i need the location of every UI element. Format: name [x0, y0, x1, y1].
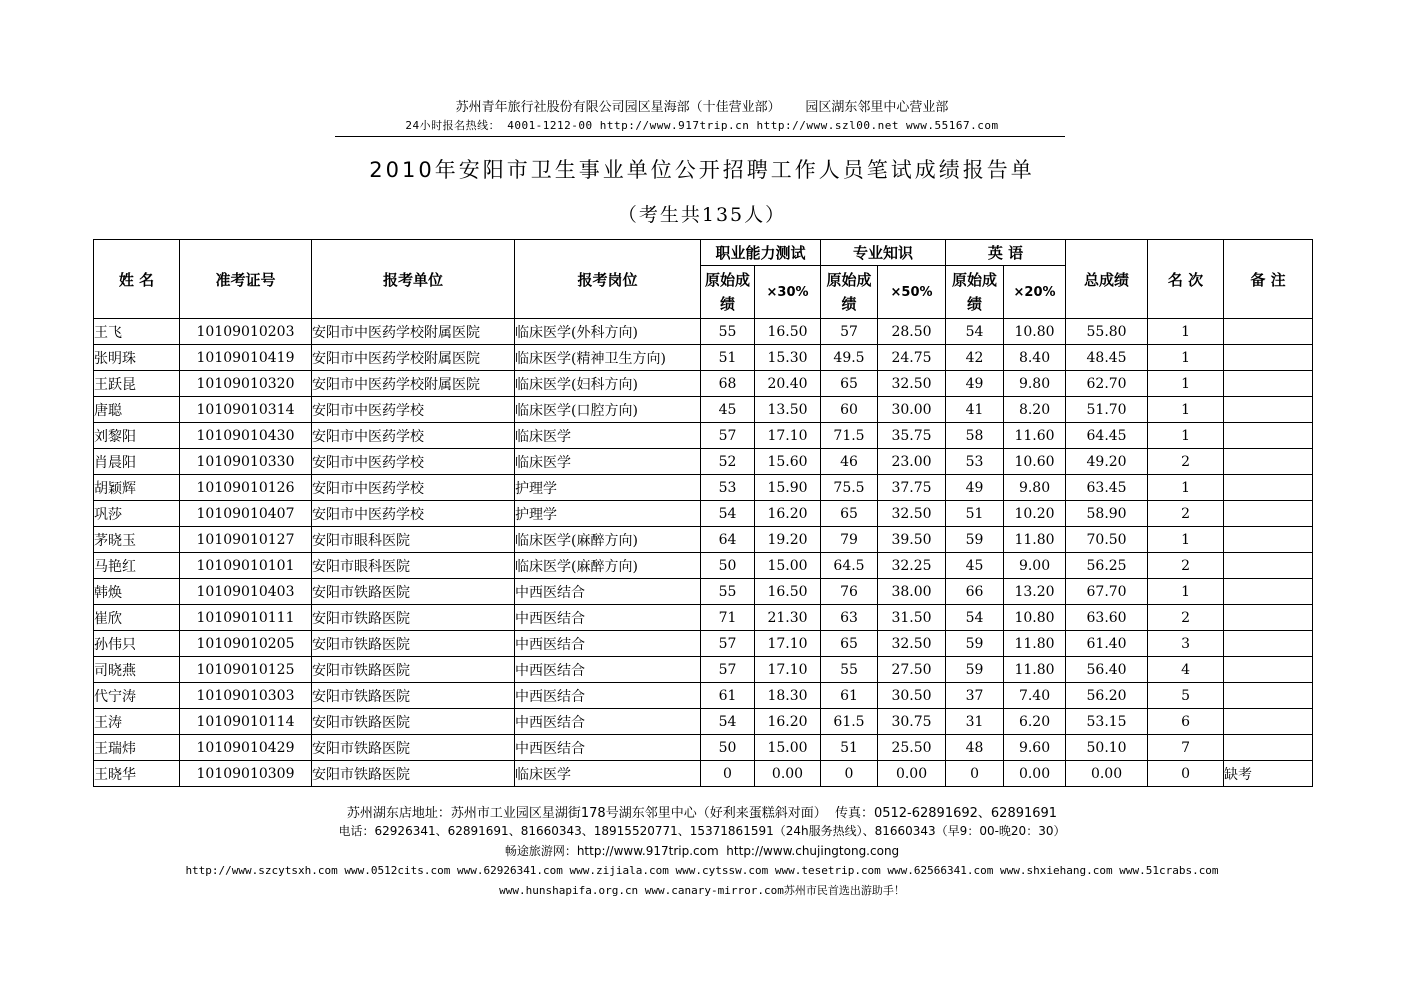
- cell-unit: 安阳市铁路医院: [312, 709, 515, 735]
- cell-english-raw: 0: [946, 761, 1004, 787]
- cell-professional-raw: 65: [821, 371, 878, 397]
- cell-rank: 1: [1148, 397, 1224, 423]
- cell-english-weighted: 9.60: [1004, 735, 1066, 761]
- cell-english-raw: 59: [946, 657, 1004, 683]
- cell-unit: 安阳市铁路医院: [312, 657, 515, 683]
- cell-professional-raw: 46: [821, 449, 878, 475]
- col-english-weighted: ×20%: [1004, 266, 1066, 319]
- cell-name: 茅晓玉: [94, 527, 180, 553]
- cell-english-weighted: 13.20: [1004, 579, 1066, 605]
- cell-professional-raw: 61: [821, 683, 878, 709]
- table-row: [94, 527, 1313, 553]
- cell-aptitude-weighted: 17.10: [755, 423, 821, 449]
- cell-aptitude-weighted: 0.00: [755, 761, 821, 787]
- cell-aptitude-weighted: 18.30: [755, 683, 821, 709]
- cell-name: 王涛: [94, 709, 180, 735]
- cell-professional-raw: 79: [821, 527, 878, 553]
- col-aptitude-weighted: ×30%: [755, 266, 821, 319]
- cell-exam-id: 10109010314: [180, 397, 312, 423]
- cell-english-weighted: 10.80: [1004, 605, 1066, 631]
- cell-english-weighted: 9.80: [1004, 475, 1066, 501]
- table-row: [94, 683, 1313, 709]
- cell-professional-weighted: 30.75: [878, 709, 946, 735]
- cell-english-weighted: 8.40: [1004, 345, 1066, 371]
- cell-aptitude-weighted: 17.10: [755, 631, 821, 657]
- col-professional-raw: 原始成绩: [821, 266, 878, 319]
- cell-professional-weighted: 32.50: [878, 631, 946, 657]
- cell-exam-id: 10109010429: [180, 735, 312, 761]
- cell-unit: 安阳市眼科医院: [312, 527, 515, 553]
- cell-english-raw: 31: [946, 709, 1004, 735]
- cell-professional-raw: 51: [821, 735, 878, 761]
- cell-english-raw: 45: [946, 553, 1004, 579]
- travel-site: 畅途旅游网：http://www.917trip.com http://www.chujingtong.cong: [504, 844, 900, 858]
- cell-total: 63.45: [1066, 475, 1148, 501]
- cell-remarks: [1224, 501, 1313, 527]
- col-english-raw: 原始成绩: [946, 266, 1004, 319]
- cell-total: 58.90: [1066, 501, 1148, 527]
- cell-remarks: [1224, 345, 1313, 371]
- cell-post: 临床医学(妇科方向): [515, 371, 701, 397]
- cell-total: 56.20: [1066, 683, 1148, 709]
- cell-total: 63.60: [1066, 605, 1148, 631]
- table-row: [94, 501, 1313, 527]
- cell-professional-weighted: 27.50: [878, 657, 946, 683]
- table-row: [94, 319, 1313, 345]
- cell-rank: 5: [1148, 683, 1224, 709]
- table-row: [94, 423, 1313, 449]
- cell-professional-raw: 57: [821, 319, 878, 345]
- table-row: [94, 553, 1313, 579]
- cell-professional-weighted: 31.50: [878, 605, 946, 631]
- cell-rank: 0: [1148, 761, 1224, 787]
- cell-professional-weighted: 38.00: [878, 579, 946, 605]
- cell-total: 62.70: [1066, 371, 1148, 397]
- cell-unit: 安阳市中医药学校: [312, 397, 515, 423]
- cell-total: 56.40: [1066, 657, 1148, 683]
- cell-unit: 安阳市铁路医院: [312, 579, 515, 605]
- cell-rank: 3: [1148, 631, 1224, 657]
- cell-aptitude-weighted: 15.60: [755, 449, 821, 475]
- table-row: [94, 605, 1313, 631]
- cell-english-raw: 54: [946, 605, 1004, 631]
- score-table-body: [94, 319, 1313, 787]
- cell-professional-raw: 49.5: [821, 345, 878, 371]
- cell-aptitude-weighted: 19.20: [755, 527, 821, 553]
- cell-remarks: [1224, 553, 1313, 579]
- table-row: [94, 735, 1313, 761]
- score-table: [93, 239, 1313, 787]
- cell-total: 51.70: [1066, 397, 1148, 423]
- cell-total: 61.40: [1066, 631, 1148, 657]
- cell-post: 中西医结合: [515, 735, 701, 761]
- cell-english-weighted: 10.80: [1004, 319, 1066, 345]
- cell-rank: 1: [1148, 527, 1224, 553]
- cell-post: 临床医学: [515, 761, 701, 787]
- cell-aptitude-raw: 53: [701, 475, 755, 501]
- cell-post: 临床医学: [515, 449, 701, 475]
- cell-rank: 2: [1148, 605, 1224, 631]
- cell-english-weighted: 9.00: [1004, 553, 1066, 579]
- cell-aptitude-raw: 68: [701, 371, 755, 397]
- cell-professional-weighted: 28.50: [878, 319, 946, 345]
- cell-professional-raw: 60: [821, 397, 878, 423]
- cell-name: 巩莎: [94, 501, 180, 527]
- cell-aptitude-raw: 50: [701, 553, 755, 579]
- agency-header: 苏州青年旅行社股份有限公司园区星海部（十佳营业部） 园区湖东邻里中心营业部: [455, 100, 949, 115]
- cell-english-weighted: 6.20: [1004, 709, 1066, 735]
- cell-rank: 4: [1148, 657, 1224, 683]
- cell-professional-weighted: 39.50: [878, 527, 946, 553]
- col-aptitude-raw: 原始成绩: [701, 266, 755, 319]
- cell-rank: 7: [1148, 735, 1224, 761]
- cell-name: 马艳红: [94, 553, 180, 579]
- col-total: 总成绩: [1066, 240, 1148, 319]
- cell-english-raw: 48: [946, 735, 1004, 761]
- cell-exam-id: 10109010126: [180, 475, 312, 501]
- cell-exam-id: 10109010419: [180, 345, 312, 371]
- cell-english-raw: 37: [946, 683, 1004, 709]
- cell-post: 护理学: [515, 501, 701, 527]
- cell-aptitude-raw: 52: [701, 449, 755, 475]
- cell-english-raw: 41: [946, 397, 1004, 423]
- cell-aptitude-raw: 51: [701, 345, 755, 371]
- cell-rank: 6: [1148, 709, 1224, 735]
- cell-rank: 1: [1148, 345, 1224, 371]
- cell-english-weighted: 10.60: [1004, 449, 1066, 475]
- cell-aptitude-weighted: 15.90: [755, 475, 821, 501]
- cell-professional-raw: 71.5: [821, 423, 878, 449]
- cell-aptitude-raw: 54: [701, 501, 755, 527]
- cell-aptitude-weighted: 20.40: [755, 371, 821, 397]
- group-english: 英 语: [946, 240, 1066, 266]
- cell-remarks: [1224, 319, 1313, 345]
- cell-name: 孙伟只: [94, 631, 180, 657]
- cell-unit: 安阳市铁路医院: [312, 605, 515, 631]
- cell-name: 王跃昆: [94, 371, 180, 397]
- cell-exam-id: 10109010111: [180, 605, 312, 631]
- cell-rank: 2: [1148, 553, 1224, 579]
- cell-aptitude-raw: 54: [701, 709, 755, 735]
- cell-post: 临床医学(精神卫生方向): [515, 345, 701, 371]
- cell-unit: 安阳市中医药学校: [312, 501, 515, 527]
- cell-exam-id: 10109010303: [180, 683, 312, 709]
- cell-post: 临床医学(麻醉方向): [515, 553, 701, 579]
- cell-exam-id: 10109010320: [180, 371, 312, 397]
- cell-name: 唐聪: [94, 397, 180, 423]
- cell-english-weighted: 8.20: [1004, 397, 1066, 423]
- table-row: [94, 761, 1313, 787]
- cell-total: 67.70: [1066, 579, 1148, 605]
- cell-remarks: [1224, 709, 1313, 735]
- cell-aptitude-weighted: 15.00: [755, 553, 821, 579]
- cell-unit: 安阳市中医药学校附属医院: [312, 345, 515, 371]
- cell-aptitude-weighted: 15.00: [755, 735, 821, 761]
- cell-post: 临床医学: [515, 423, 701, 449]
- cell-remarks: [1224, 579, 1313, 605]
- cell-rank: 1: [1148, 423, 1224, 449]
- group-professional: 专业知识: [821, 240, 946, 266]
- cell-remarks: [1224, 605, 1313, 631]
- cell-aptitude-raw: 57: [701, 657, 755, 683]
- cell-remarks: [1224, 735, 1313, 761]
- cell-professional-raw: 55: [821, 657, 878, 683]
- cell-english-raw: 59: [946, 527, 1004, 553]
- cell-remarks: [1224, 449, 1313, 475]
- cell-aptitude-raw: 61: [701, 683, 755, 709]
- table-row: [94, 631, 1313, 657]
- cell-exam-id: 10109010309: [180, 761, 312, 787]
- cell-aptitude-raw: 71: [701, 605, 755, 631]
- cell-unit: 安阳市中医药学校附属医院: [312, 371, 515, 397]
- cell-rank: 1: [1148, 371, 1224, 397]
- cell-professional-weighted: 25.50: [878, 735, 946, 761]
- cell-total: 49.20: [1066, 449, 1148, 475]
- cell-name: 胡颖辉: [94, 475, 180, 501]
- cell-professional-weighted: 0.00: [878, 761, 946, 787]
- cell-english-raw: 53: [946, 449, 1004, 475]
- cell-remarks: [1224, 397, 1313, 423]
- cell-aptitude-raw: 64: [701, 527, 755, 553]
- cell-name: 崔欣: [94, 605, 180, 631]
- cell-professional-weighted: 30.50: [878, 683, 946, 709]
- cell-aptitude-weighted: 21.30: [755, 605, 821, 631]
- cell-english-weighted: 7.40: [1004, 683, 1066, 709]
- cell-aptitude-raw: 57: [701, 631, 755, 657]
- group-aptitude: 职业能力测试: [701, 240, 821, 266]
- cell-remarks: [1224, 631, 1313, 657]
- cell-unit: 安阳市中医药学校: [312, 423, 515, 449]
- cell-total: 48.45: [1066, 345, 1148, 371]
- cell-name: 韩焕: [94, 579, 180, 605]
- cell-aptitude-raw: 55: [701, 579, 755, 605]
- contact-phones: 电话：62926341、62891691、81660343、18915520771、15371861591（24h服务热线）、81660343（早9：00-晚20：30）: [338, 824, 1066, 838]
- table-row: [94, 345, 1313, 371]
- cell-professional-weighted: 32.25: [878, 553, 946, 579]
- cell-rank: 1: [1148, 319, 1224, 345]
- cell-post: 中西医结合: [515, 683, 701, 709]
- cell-english-weighted: 11.80: [1004, 657, 1066, 683]
- cell-aptitude-weighted: 16.50: [755, 579, 821, 605]
- cell-total: 50.10: [1066, 735, 1148, 761]
- cell-english-raw: 42: [946, 345, 1004, 371]
- col-rank: 名 次: [1148, 240, 1224, 319]
- col-post: 报考岗位: [515, 240, 701, 319]
- cell-english-raw: 51: [946, 501, 1004, 527]
- cell-name: 王瑞炜: [94, 735, 180, 761]
- cell-unit: 安阳市中医药学校附属医院: [312, 319, 515, 345]
- cell-remarks: [1224, 527, 1313, 553]
- cell-professional-weighted: 24.75: [878, 345, 946, 371]
- cell-exam-id: 10109010101: [180, 553, 312, 579]
- cell-remarks: [1224, 475, 1313, 501]
- website-links: http://www.szcytsxh.com www.0512cits.com www.62926341.com www.zijiala.com www.cytssw.com www.tesetrip.com www.62566341.com www.shxiehang.com www.51crabs.com: [185, 864, 1219, 877]
- cell-total: 56.25: [1066, 553, 1148, 579]
- cell-unit: 安阳市铁路医院: [312, 631, 515, 657]
- cell-professional-raw: 0: [821, 761, 878, 787]
- cell-exam-id: 10109010403: [180, 579, 312, 605]
- cell-english-weighted: 10.20: [1004, 501, 1066, 527]
- cell-post: 临床医学(口腔方向): [515, 397, 701, 423]
- cell-exam-id: 10109010330: [180, 449, 312, 475]
- cell-english-raw: 59: [946, 631, 1004, 657]
- cell-rank: 1: [1148, 475, 1224, 501]
- cell-name: 王飞: [94, 319, 180, 345]
- cell-name: 张明珠: [94, 345, 180, 371]
- cell-exam-id: 10109010125: [180, 657, 312, 683]
- cell-name: 司晓燕: [94, 657, 180, 683]
- col-unit: 报考单位: [312, 240, 515, 319]
- cell-rank: 2: [1148, 449, 1224, 475]
- cell-professional-weighted: 30.00: [878, 397, 946, 423]
- cell-total: 70.50: [1066, 527, 1148, 553]
- cell-professional-raw: 61.5: [821, 709, 878, 735]
- cell-aptitude-weighted: 17.10: [755, 657, 821, 683]
- cell-exam-id: 10109010430: [180, 423, 312, 449]
- cell-english-raw: 58: [946, 423, 1004, 449]
- cell-professional-raw: 65: [821, 631, 878, 657]
- cell-unit: 安阳市铁路医院: [312, 683, 515, 709]
- cell-rank: 1: [1148, 579, 1224, 605]
- cell-unit: 安阳市中医药学校: [312, 449, 515, 475]
- cell-remarks: [1224, 683, 1313, 709]
- cell-english-weighted: 9.80: [1004, 371, 1066, 397]
- cell-professional-raw: 63: [821, 605, 878, 631]
- header-divider: [335, 136, 1065, 137]
- cell-post: 临床医学(麻醉方向): [515, 527, 701, 553]
- cell-professional-weighted: 37.75: [878, 475, 946, 501]
- cell-post: 护理学: [515, 475, 701, 501]
- cell-exam-id: 10109010205: [180, 631, 312, 657]
- cell-post: 临床医学(外科方向): [515, 319, 701, 345]
- cell-english-weighted: 11.60: [1004, 423, 1066, 449]
- store-address: 苏州湖东店地址：苏州市工业园区星湖街178号湖东邻里中心（好利来蛋糕斜对面） 传真：0512-62891692、62891691: [346, 806, 1058, 821]
- cell-professional-weighted: 35.75: [878, 423, 946, 449]
- website-links-2: www.hunshapifa.org.cn www.canary-mirror.com苏州市民首选出游助手！: [499, 884, 905, 897]
- cell-professional-raw: 65: [821, 501, 878, 527]
- table-row: [94, 657, 1313, 683]
- cell-aptitude-weighted: 16.20: [755, 501, 821, 527]
- col-remarks: 备 注: [1224, 240, 1313, 319]
- col-name: 姓 名: [94, 240, 180, 319]
- table-row: [94, 475, 1313, 501]
- cell-total: 0.00: [1066, 761, 1148, 787]
- col-professional-weighted: ×50%: [878, 266, 946, 319]
- table-row: [94, 397, 1313, 423]
- cell-total: 64.45: [1066, 423, 1148, 449]
- cell-unit: 安阳市眼科医院: [312, 553, 515, 579]
- cell-total: 55.80: [1066, 319, 1148, 345]
- cell-post: 中西医结合: [515, 657, 701, 683]
- cell-post: 中西医结合: [515, 605, 701, 631]
- cell-aptitude-raw: 50: [701, 735, 755, 761]
- cell-exam-id: 10109010407: [180, 501, 312, 527]
- cell-total: 53.15: [1066, 709, 1148, 735]
- cell-unit: 安阳市铁路医院: [312, 761, 515, 787]
- cell-aptitude-raw: 55: [701, 319, 755, 345]
- cell-professional-weighted: 32.50: [878, 371, 946, 397]
- cell-post: 中西医结合: [515, 631, 701, 657]
- table-row: [94, 449, 1313, 475]
- cell-english-raw: 49: [946, 475, 1004, 501]
- cell-professional-raw: 76: [821, 579, 878, 605]
- candidate-count: （考生共135人）: [617, 204, 787, 226]
- cell-name: 刘黎阳: [94, 423, 180, 449]
- cell-exam-id: 10109010203: [180, 319, 312, 345]
- cell-name: 王晓华: [94, 761, 180, 787]
- cell-professional-weighted: 32.50: [878, 501, 946, 527]
- cell-remarks: 缺考: [1224, 761, 1313, 787]
- cell-aptitude-weighted: 13.50: [755, 397, 821, 423]
- cell-name: 肖晨阳: [94, 449, 180, 475]
- cell-english-raw: 49: [946, 371, 1004, 397]
- cell-rank: 2: [1148, 501, 1224, 527]
- cell-professional-weighted: 23.00: [878, 449, 946, 475]
- cell-english-weighted: 11.80: [1004, 527, 1066, 553]
- cell-exam-id: 10109010114: [180, 709, 312, 735]
- cell-professional-raw: 64.5: [821, 553, 878, 579]
- cell-aptitude-raw: 0: [701, 761, 755, 787]
- cell-english-raw: 54: [946, 319, 1004, 345]
- cell-aptitude-raw: 57: [701, 423, 755, 449]
- table-row: [94, 371, 1313, 397]
- cell-aptitude-weighted: 16.50: [755, 319, 821, 345]
- cell-remarks: [1224, 371, 1313, 397]
- page-title: 2010年安阳市卫生事业单位公开招聘工作人员笔试成绩报告单: [369, 158, 1035, 182]
- cell-remarks: [1224, 657, 1313, 683]
- cell-english-weighted: 11.80: [1004, 631, 1066, 657]
- col-exam-id: 准考证号: [180, 240, 312, 319]
- cell-exam-id: 10109010127: [180, 527, 312, 553]
- table-row: [94, 709, 1313, 735]
- table-row: [94, 579, 1313, 605]
- cell-post: 中西医结合: [515, 579, 701, 605]
- cell-aptitude-weighted: 15.30: [755, 345, 821, 371]
- cell-professional-raw: 75.5: [821, 475, 878, 501]
- cell-name: 代宁涛: [94, 683, 180, 709]
- cell-remarks: [1224, 423, 1313, 449]
- hotline-line: 24小时报名热线： 4001-1212-00 http://www.917trip.cn http://www.szl00.net www.55167.com: [405, 119, 999, 132]
- cell-aptitude-raw: 45: [701, 397, 755, 423]
- cell-aptitude-weighted: 16.20: [755, 709, 821, 735]
- cell-post: 中西医结合: [515, 709, 701, 735]
- cell-english-raw: 66: [946, 579, 1004, 605]
- cell-unit: 安阳市中医药学校: [312, 475, 515, 501]
- cell-unit: 安阳市铁路医院: [312, 735, 515, 761]
- cell-english-weighted: 0.00: [1004, 761, 1066, 787]
